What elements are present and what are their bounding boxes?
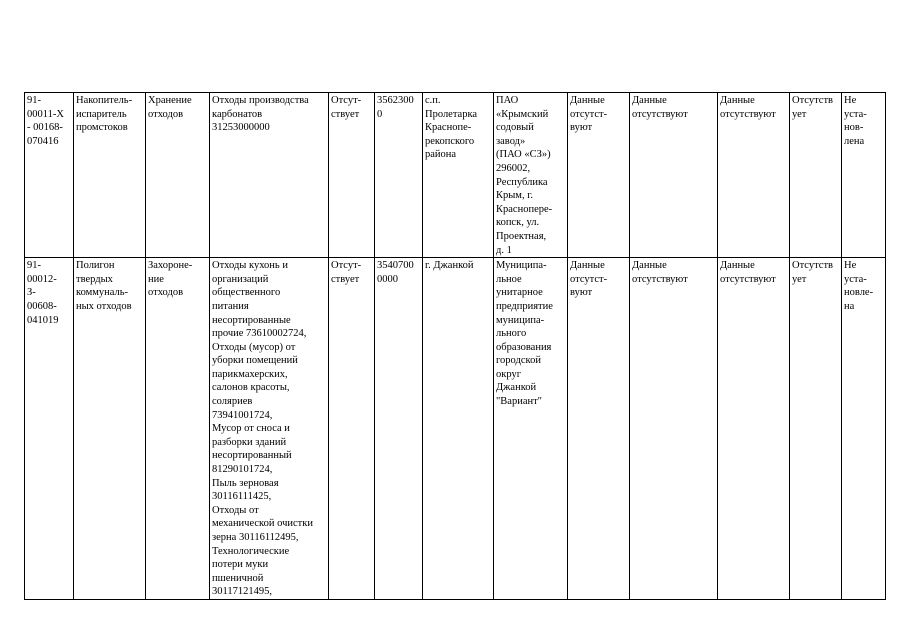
operator-cell: ПАО «Крымский содовый завод» (ПАО «СЗ») 296002, Республика Крым, г. Красноперe- копск, ул. Проектная, д. 1 bbox=[494, 93, 568, 258]
status-cell: Отсут- ствует bbox=[329, 258, 375, 600]
oktmo-code-cell: 3540700 0000 bbox=[375, 258, 423, 600]
location-cell: с.п. Пролетарка Краснопе- рекопского района bbox=[423, 93, 494, 258]
object-purpose-cell: Хранение отходов bbox=[146, 93, 210, 258]
zone-cell: Не уста- нов- лена bbox=[842, 93, 886, 258]
object-purpose-cell: Захороне- ние отходов bbox=[146, 258, 210, 600]
status-cell: Отсутств ует bbox=[790, 258, 842, 600]
data-cell: Данные отсутствуют bbox=[630, 93, 718, 258]
object-name-cell: Накопитель- испаритель промстоков bbox=[74, 93, 146, 258]
status-cell: Отсут- ствует bbox=[329, 93, 375, 258]
data-cell: Данные отсутствуют bbox=[718, 93, 790, 258]
data-cell: Данные отсутствуют bbox=[630, 258, 718, 600]
status-cell: Отсутств ует bbox=[790, 93, 842, 258]
object-id-cell: 91- 00012- З- 00608- 041019 bbox=[25, 258, 74, 600]
location-cell: г. Джанкой bbox=[423, 258, 494, 600]
object-name-cell: Полигон твердых коммуналь- ных отходов bbox=[74, 258, 146, 600]
waste-types-cell: Отходы кухонь и организаций общественного питания несортированные прочие 73610002724, Отходы (мусор) от уборки помещений парикмахерских, салонов красоты, соляриев 73941001724, Мусор от сноса и разборки зданий несортированный 81290101724, Пыль зерновая 30116111425, Отходы от механической очистки зерна 30116112495, Технологические потери муки пшеничной 30117121495, bbox=[210, 258, 329, 600]
data-cell: Данные отсутствуют bbox=[718, 258, 790, 600]
waste-registry-table bbox=[24, 92, 886, 600]
object-id-cell: 91- 00011-Х - 00168- 070416 bbox=[25, 93, 74, 258]
data-cell: Данные отсутст- вуют bbox=[568, 258, 630, 600]
zone-cell: Не уста- новле- на bbox=[842, 258, 886, 600]
table-row bbox=[25, 258, 886, 600]
operator-cell: Муниципа- льное унитарное предприятие муниципа- льного образования городской округ Джанкой "Вариант" bbox=[494, 258, 568, 600]
table-row bbox=[25, 93, 886, 258]
oktmo-code-cell: 3562300 0 bbox=[375, 93, 423, 258]
data-cell: Данные отсутст- вуют bbox=[568, 93, 630, 258]
waste-types-cell: Отходы производства карбонатов 31253000000 bbox=[210, 93, 329, 258]
